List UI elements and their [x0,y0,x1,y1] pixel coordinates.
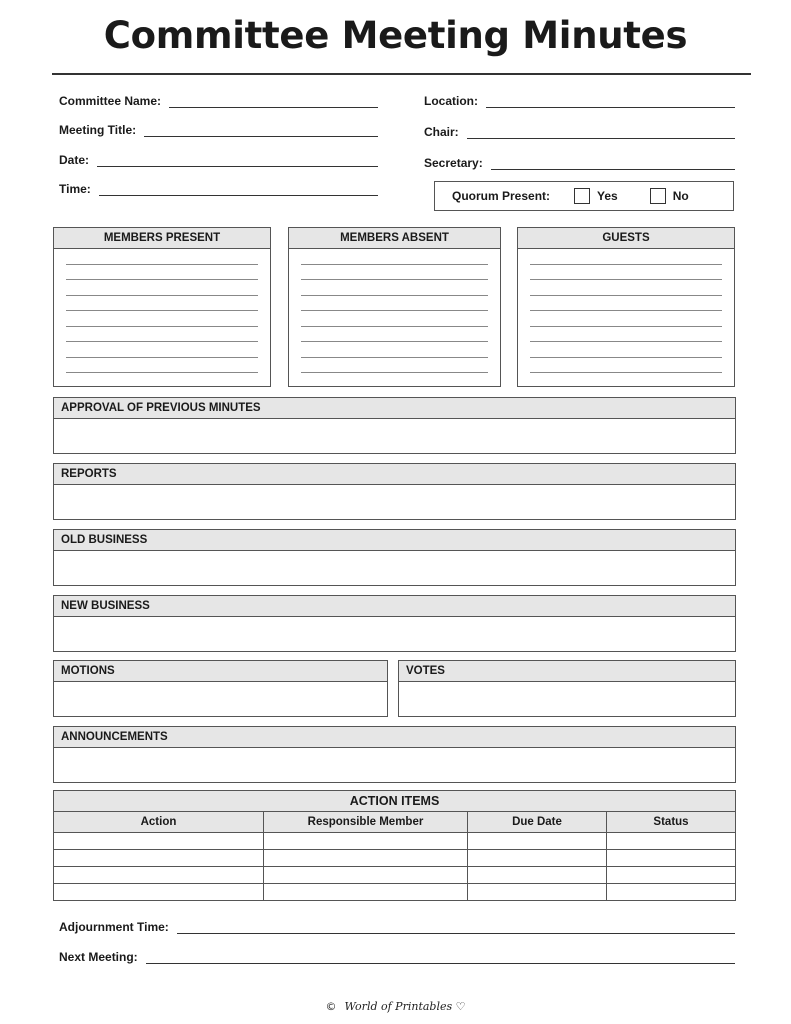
meeting-title-label: Meeting Title: [59,123,137,137]
footer-credit [0,1000,791,1013]
adjournment-time-line[interactable] [177,921,735,934]
motions-header: MOTIONS [54,661,387,682]
date-label: Date: [59,153,90,167]
chair-label: Chair: [424,125,459,139]
chair-line[interactable] [467,126,735,139]
announcements-header: ANNOUNCEMENTS [54,727,735,748]
next-meeting-label: Next Meeting: [59,950,138,964]
approval-section[interactable] [53,397,736,454]
quorum-no-label: No [672,189,689,203]
time-field[interactable] [59,180,378,196]
action-items-title: ACTION ITEMS [54,791,736,812]
adjournment-time-field[interactable] [59,918,735,934]
title-divider [52,73,751,75]
secretary-line[interactable] [491,157,735,170]
location-label: Location: [424,94,478,108]
table-row [54,850,736,867]
announcements-section[interactable] [53,726,736,783]
quorum-no-checkbox[interactable] [650,188,666,204]
quorum-yes-checkbox[interactable] [574,188,590,204]
guests-lines[interactable] [530,249,722,373]
guests-box[interactable] [517,227,735,387]
quorum-no-option[interactable] [650,188,689,204]
members-present-header: MEMBERS PRESENT [54,228,270,249]
approval-header: APPROVAL OF PREVIOUS MINUTES [54,398,735,419]
committee-name-field[interactable] [59,92,378,108]
next-meeting-line[interactable] [146,951,735,964]
page-title: Committee Meeting Minutes [103,14,688,57]
status-column-header: Status [607,812,736,833]
new-business-section[interactable] [53,595,736,652]
members-present-box[interactable] [53,227,271,387]
due-date-column-header: Due Date [468,812,607,833]
meeting-title-field[interactable] [59,121,378,137]
date-field[interactable] [59,151,378,167]
new-business-header: NEW BUSINESS [54,596,735,617]
chair-field[interactable] [424,123,735,139]
quorum-label: Quorum Present: [452,189,551,203]
table-row [54,867,736,884]
old-business-section[interactable] [53,529,736,586]
action-column-header: Action [54,812,264,833]
members-present-lines[interactable] [66,249,258,373]
reports-section[interactable] [53,463,736,520]
copyright-symbol: © [325,1000,337,1013]
quorum-yes-option[interactable] [574,188,618,204]
members-absent-lines[interactable] [301,249,488,373]
table-row [54,884,736,901]
secretary-label: Secretary: [424,156,483,170]
quorum-yes-label: Yes [597,189,618,203]
quorum-box [434,181,734,211]
motions-section[interactable] [53,660,388,717]
adjournment-time-label: Adjournment Time: [59,920,169,934]
reports-header: REPORTS [54,464,735,485]
meeting-title-line[interactable] [144,124,378,137]
old-business-header: OLD BUSINESS [54,530,735,551]
time-label: Time: [59,182,91,196]
location-field[interactable] [424,92,735,108]
votes-section[interactable] [398,660,736,717]
table-row [54,833,736,850]
secretary-field[interactable] [424,154,735,170]
time-line[interactable] [99,183,378,196]
next-meeting-field[interactable] [59,948,735,964]
committee-name-label: Committee Name: [59,94,162,108]
guests-header: GUESTS [518,228,734,249]
members-absent-box[interactable] [288,227,501,387]
brand-logo: World of Printables ♡ [344,1000,466,1013]
votes-header: VOTES [399,661,735,682]
members-absent-header: MEMBERS ABSENT [289,228,500,249]
location-line[interactable] [486,95,735,108]
responsible-member-column-header: Responsible Member [264,812,468,833]
date-line[interactable] [97,154,378,167]
committee-name-line[interactable] [169,95,378,108]
action-items-table [53,790,736,901]
